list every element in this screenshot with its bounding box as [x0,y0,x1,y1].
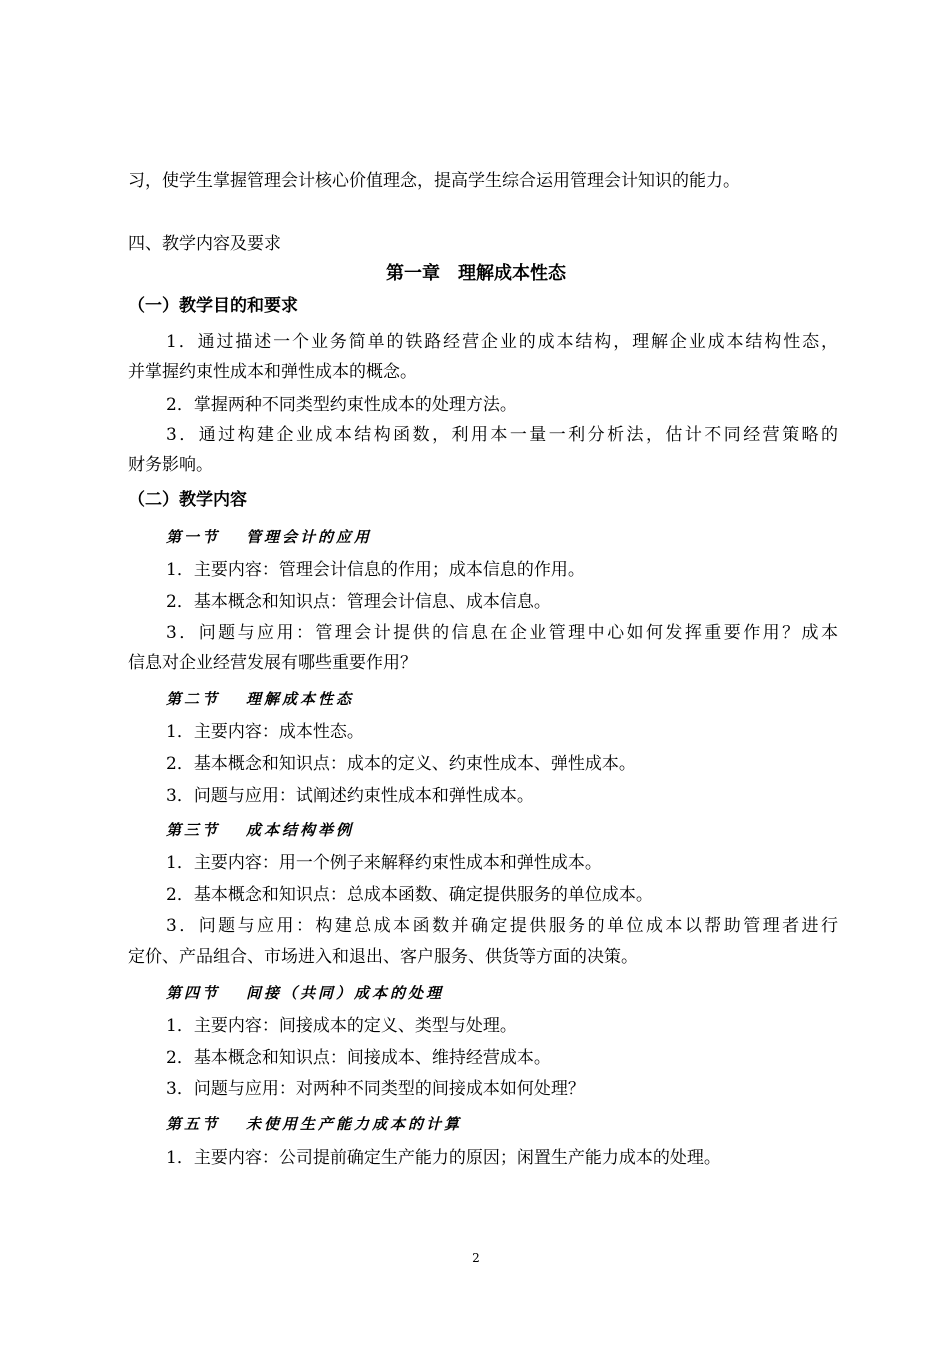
objective-item: 2．掌握两种不同类型约束性成本的处理方法。 [166,395,517,415]
list-item: 2．基本概念和知识点：总成本函数、确定提供服务的单位成本。 [166,885,653,905]
section-number: 第五节 [166,1115,221,1133]
list-item: 1．主要内容：公司提前确定生产能力的原因；闲置生产能力成本的处理。 [166,1148,721,1168]
section-number: 第一节 [166,528,221,546]
list-item-cont: 信息对企业经营发展有哪些重要作用？ [128,653,417,673]
list-item: 3．问题与应用：构建总成本函数并确定提供服务的单位成本以帮助管理者进行 [166,916,838,936]
list-item: 1．主要内容：成本性态。 [166,722,364,742]
objectives-heading: （一）教学目的和要求 [128,296,298,316]
section-number: 第三节 [166,821,221,839]
section-name: 成本结构举例 [246,821,355,839]
list-item: 3．问题与应用：管理会计提供的信息在企业管理中心如何发挥重要作用？成本 [166,623,838,643]
section-number: 第四节 [166,984,221,1002]
objective-item: 1．通过描述一个业务简单的铁路经营企业的成本结构，理解企业成本结构性态， [166,332,838,352]
chapter-title: 第一章 理解成本性态 [386,263,566,284]
page-number: 2 [472,1251,480,1265]
section-title [166,819,354,841]
section-heading: 四、教学内容及要求 [128,234,281,254]
section-name: 间接（共同）成本的处理 [246,984,445,1002]
objective-item-cont: 并掌握约束性成本和弹性成本的概念。 [128,362,417,382]
objective-item: 3．通过构建企业成本结构函数，利用本一量一利分析法，估计不同经营策略的 [166,425,838,445]
list-item: 1．主要内容：用一个例子来解释约束性成本和弹性成本。 [166,853,602,873]
section-name: 管理会计的应用 [246,528,373,546]
content-heading: （二）教学内容 [128,490,247,510]
list-item-cont: 定价、产品组合、市场进入和退出、客户服务、供货等方面的决策。 [128,947,638,967]
intro-line: 习，使学生掌握管理会计核心价值理念，提高学生综合运用管理会计知识的能力。 [128,171,740,191]
list-item: 2．基本概念和知识点：管理会计信息、成本信息。 [166,592,551,612]
list-item: 3．问题与应用：试阐述约束性成本和弹性成本。 [166,786,534,806]
section-name: 未使用生产能力成本的计算 [246,1115,463,1133]
list-item: 1．主要内容：管理会计信息的作用；成本信息的作用。 [166,560,585,580]
list-item: 3．问题与应用：对两种不同类型的间接成本如何处理？ [166,1079,585,1099]
section-name: 理解成本性态 [246,690,355,708]
section-number: 第二节 [166,690,221,708]
section-title [166,1113,462,1135]
list-item: 2．基本概念和知识点：成本的定义、约束性成本、弹性成本。 [166,754,636,774]
section-title [166,526,372,548]
section-title [166,688,354,710]
list-item: 2．基本概念和知识点：间接成本、维持经营成本。 [166,1048,551,1068]
section-title [166,982,444,1004]
objective-item-cont: 财务影响。 [128,455,213,475]
list-item: 1．主要内容：间接成本的定义、类型与处理。 [166,1016,517,1036]
